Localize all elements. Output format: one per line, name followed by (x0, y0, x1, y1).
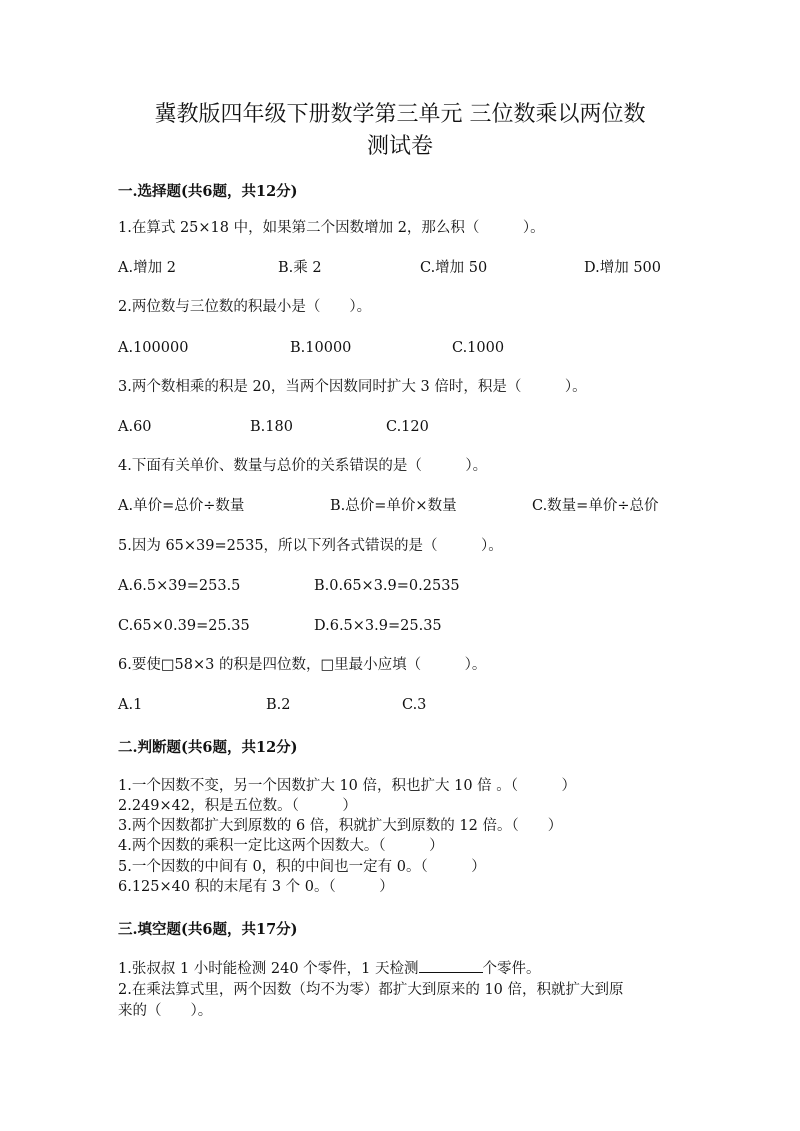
page-title-line2: 测试卷 (366, 134, 433, 159)
judgement-item: 4.两个因数的乘积一定比这两个因数大。（ ） (118, 838, 444, 854)
option-c: C.3 (402, 697, 427, 713)
option-c: C.1000 (452, 340, 505, 356)
option-c: C.65×0.39=25.35 (118, 618, 250, 634)
option-a: A.1 (118, 697, 143, 713)
option-a: A.6.5×39=253.5 (118, 578, 241, 594)
section-heading-judgement: 二.判断题(共6题，共12分) (118, 739, 298, 756)
option-c: C.数量=单价÷总价 (532, 498, 659, 514)
question-stem: 6.要使□58×3 的积是四位数，□里最小应填（ ）。 (118, 657, 487, 673)
judgement-item: 1.一个因数不变，另一个因数扩大 10 倍，积也扩大 10 倍 。（ ） (118, 778, 577, 794)
option-b: B.180 (250, 419, 293, 435)
judgement-item: 2.249×42，积是五位数。（ ） (118, 798, 357, 814)
option-b: B.0.65×3.9=0.2535 (314, 578, 460, 594)
answer-blank (419, 958, 483, 973)
option-a: A.增加 2 (118, 260, 176, 276)
question-stem: 1.在算式 25×18 中，如果第二个因数增加 2，那么积（ ）。 (118, 220, 545, 236)
option-a: A.60 (118, 419, 152, 435)
judgement-item: 5.一个因数的中间有 0，积的中间也一定有 0。（ ） (118, 859, 486, 875)
page-title-line1: 冀教版四年级下册数学第三单元 三位数乘以两位数 (154, 102, 646, 127)
option-a: A.100000 (118, 340, 189, 356)
fill-blank-item (118, 958, 541, 979)
section-heading-choice: 一.选择题(共6题，共12分) (118, 183, 298, 200)
option-d: D.6.5×3.9=25.35 (314, 618, 442, 634)
option-d: D.增加 500 (584, 260, 662, 276)
question-stem: 5.因为 65×39=2535，所以下列各式错误的是（ ）。 (118, 538, 503, 554)
fill-blank-item: 2.在乘法算式里，两个因数（均不为零）都扩大到原来的 10 倍，积就扩大到原 (118, 982, 624, 998)
option-c: C.增加 50 (420, 260, 488, 276)
judgement-item: 6.125×40 积的末尾有 3 个 0。（ ） (118, 879, 394, 895)
fill-blank-text: 1.张叔叔 1 小时能检测 240 个零件，1 天检测 (118, 961, 419, 977)
option-c: C.120 (386, 419, 429, 435)
option-a: A.单价=总价÷数量 (118, 498, 245, 514)
judgement-item: 3.两个因数都扩大到原数的 6 倍，积就扩大到原数的 12 倍。（ ） (118, 818, 563, 834)
fill-blank-text: 个零件。 (482, 961, 541, 977)
section-heading-fill-blank: 三.填空题(共6题，共17分) (118, 921, 298, 938)
option-b: B.乘 2 (278, 260, 322, 276)
question-stem: 3.两个数相乘的积是 20，当两个因数同时扩大 3 倍时，积是（ ）。 (118, 379, 587, 395)
option-b: B.总价=单价×数量 (330, 498, 457, 514)
question-stem: 4.下面有关单价、数量与总价的关系错误的是（ ）。 (118, 458, 488, 474)
option-b: B.2 (266, 697, 291, 713)
fill-blank-item-continued: 来的（ ）。 (118, 1003, 213, 1019)
option-b: B.10000 (290, 340, 352, 356)
question-stem: 2.两位数与三位数的积最小是（ ）。 (118, 299, 372, 315)
